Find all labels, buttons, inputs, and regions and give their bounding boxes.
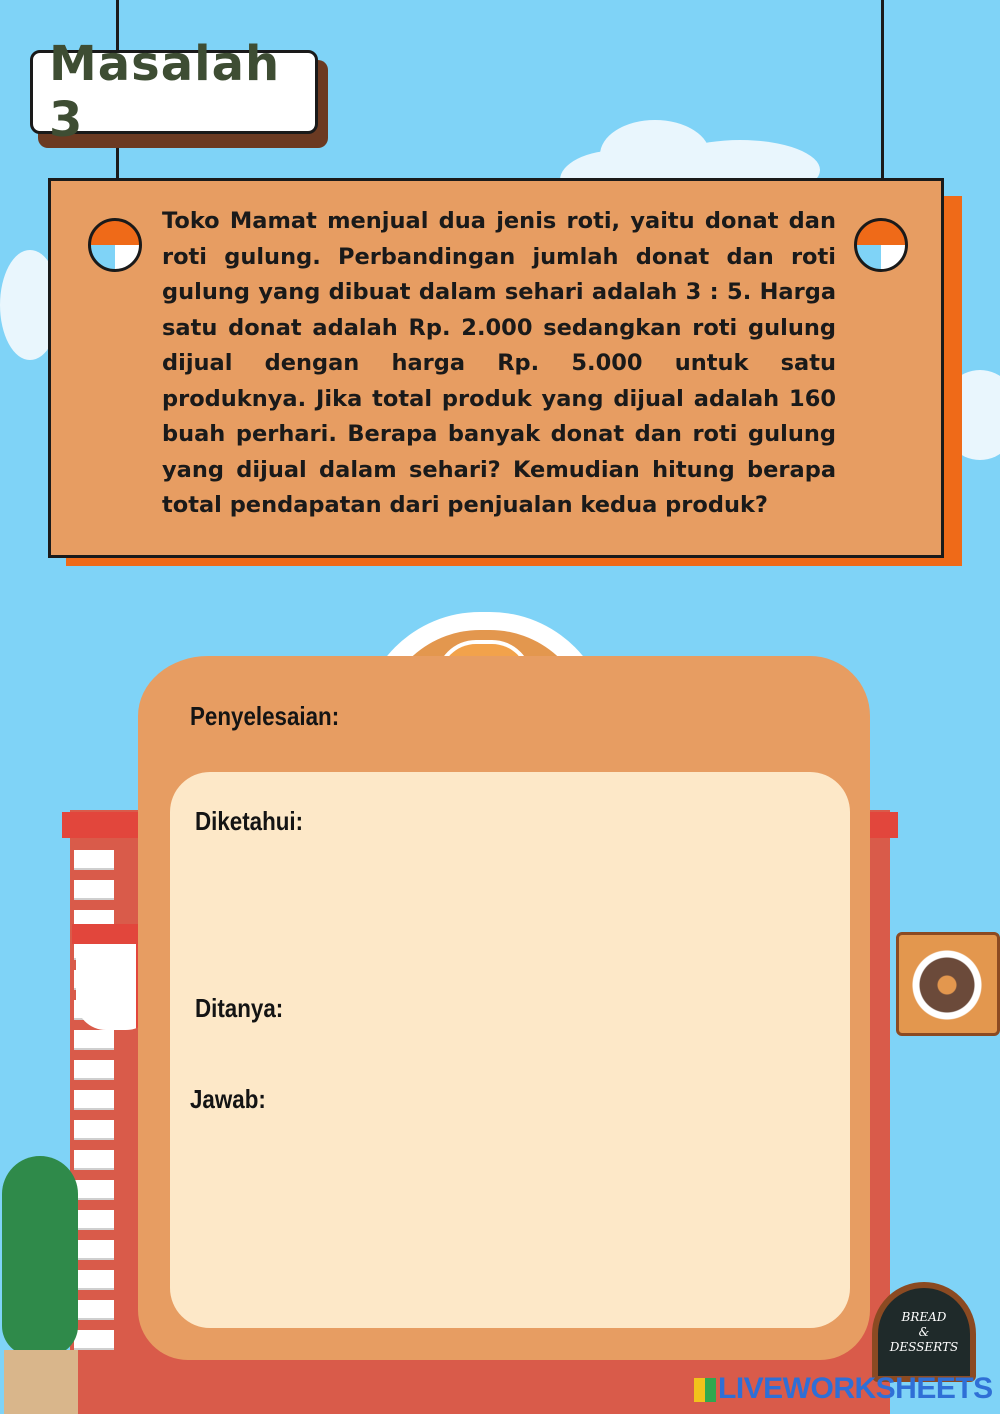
known-label: Diketahui: (195, 806, 304, 836)
title-tag (30, 36, 318, 148)
solution-heading: Penyelesaian: (190, 701, 340, 731)
answer-area[interactable] (170, 772, 850, 1328)
brand-logo[interactable]: LIVEWORKSHEETS (718, 1372, 993, 1405)
answer-label: Jawab: (190, 1084, 266, 1114)
donut-icon (908, 946, 986, 1024)
hanger-ring-right (854, 218, 908, 272)
plant-pot (4, 1350, 78, 1414)
tree-illustration (2, 1156, 78, 1356)
liveworksheets-logo-icon (694, 1378, 716, 1402)
page-title: Masalah 3 (49, 36, 281, 148)
menu-board (872, 1282, 976, 1382)
menu-board-text: BREAD & DESSERTS (889, 1309, 959, 1354)
problem-text: Toko Mamat menjual dua jenis roti, yaitu donat dan roti gulung. Perbandingan jumlah donat dan roti gulung yang dibuat dalam sehari adalah 3 : 5. Harga satu donat adalah Rp. 2.000 sedangkan roti gulung dijual dengan harga Rp. 5.000 untuk satu produknya. Jika total produk yang dijual adalah 160 buah perhari. Berapa banyak donat dan roti gulung yang dijual dalam sehari? Kemudian hitung berapa total pendapatan dari penjualan kedua produk? (162, 208, 836, 518)
asked-label: Ditanya: (195, 993, 284, 1023)
hanger-ring-left (88, 218, 142, 272)
